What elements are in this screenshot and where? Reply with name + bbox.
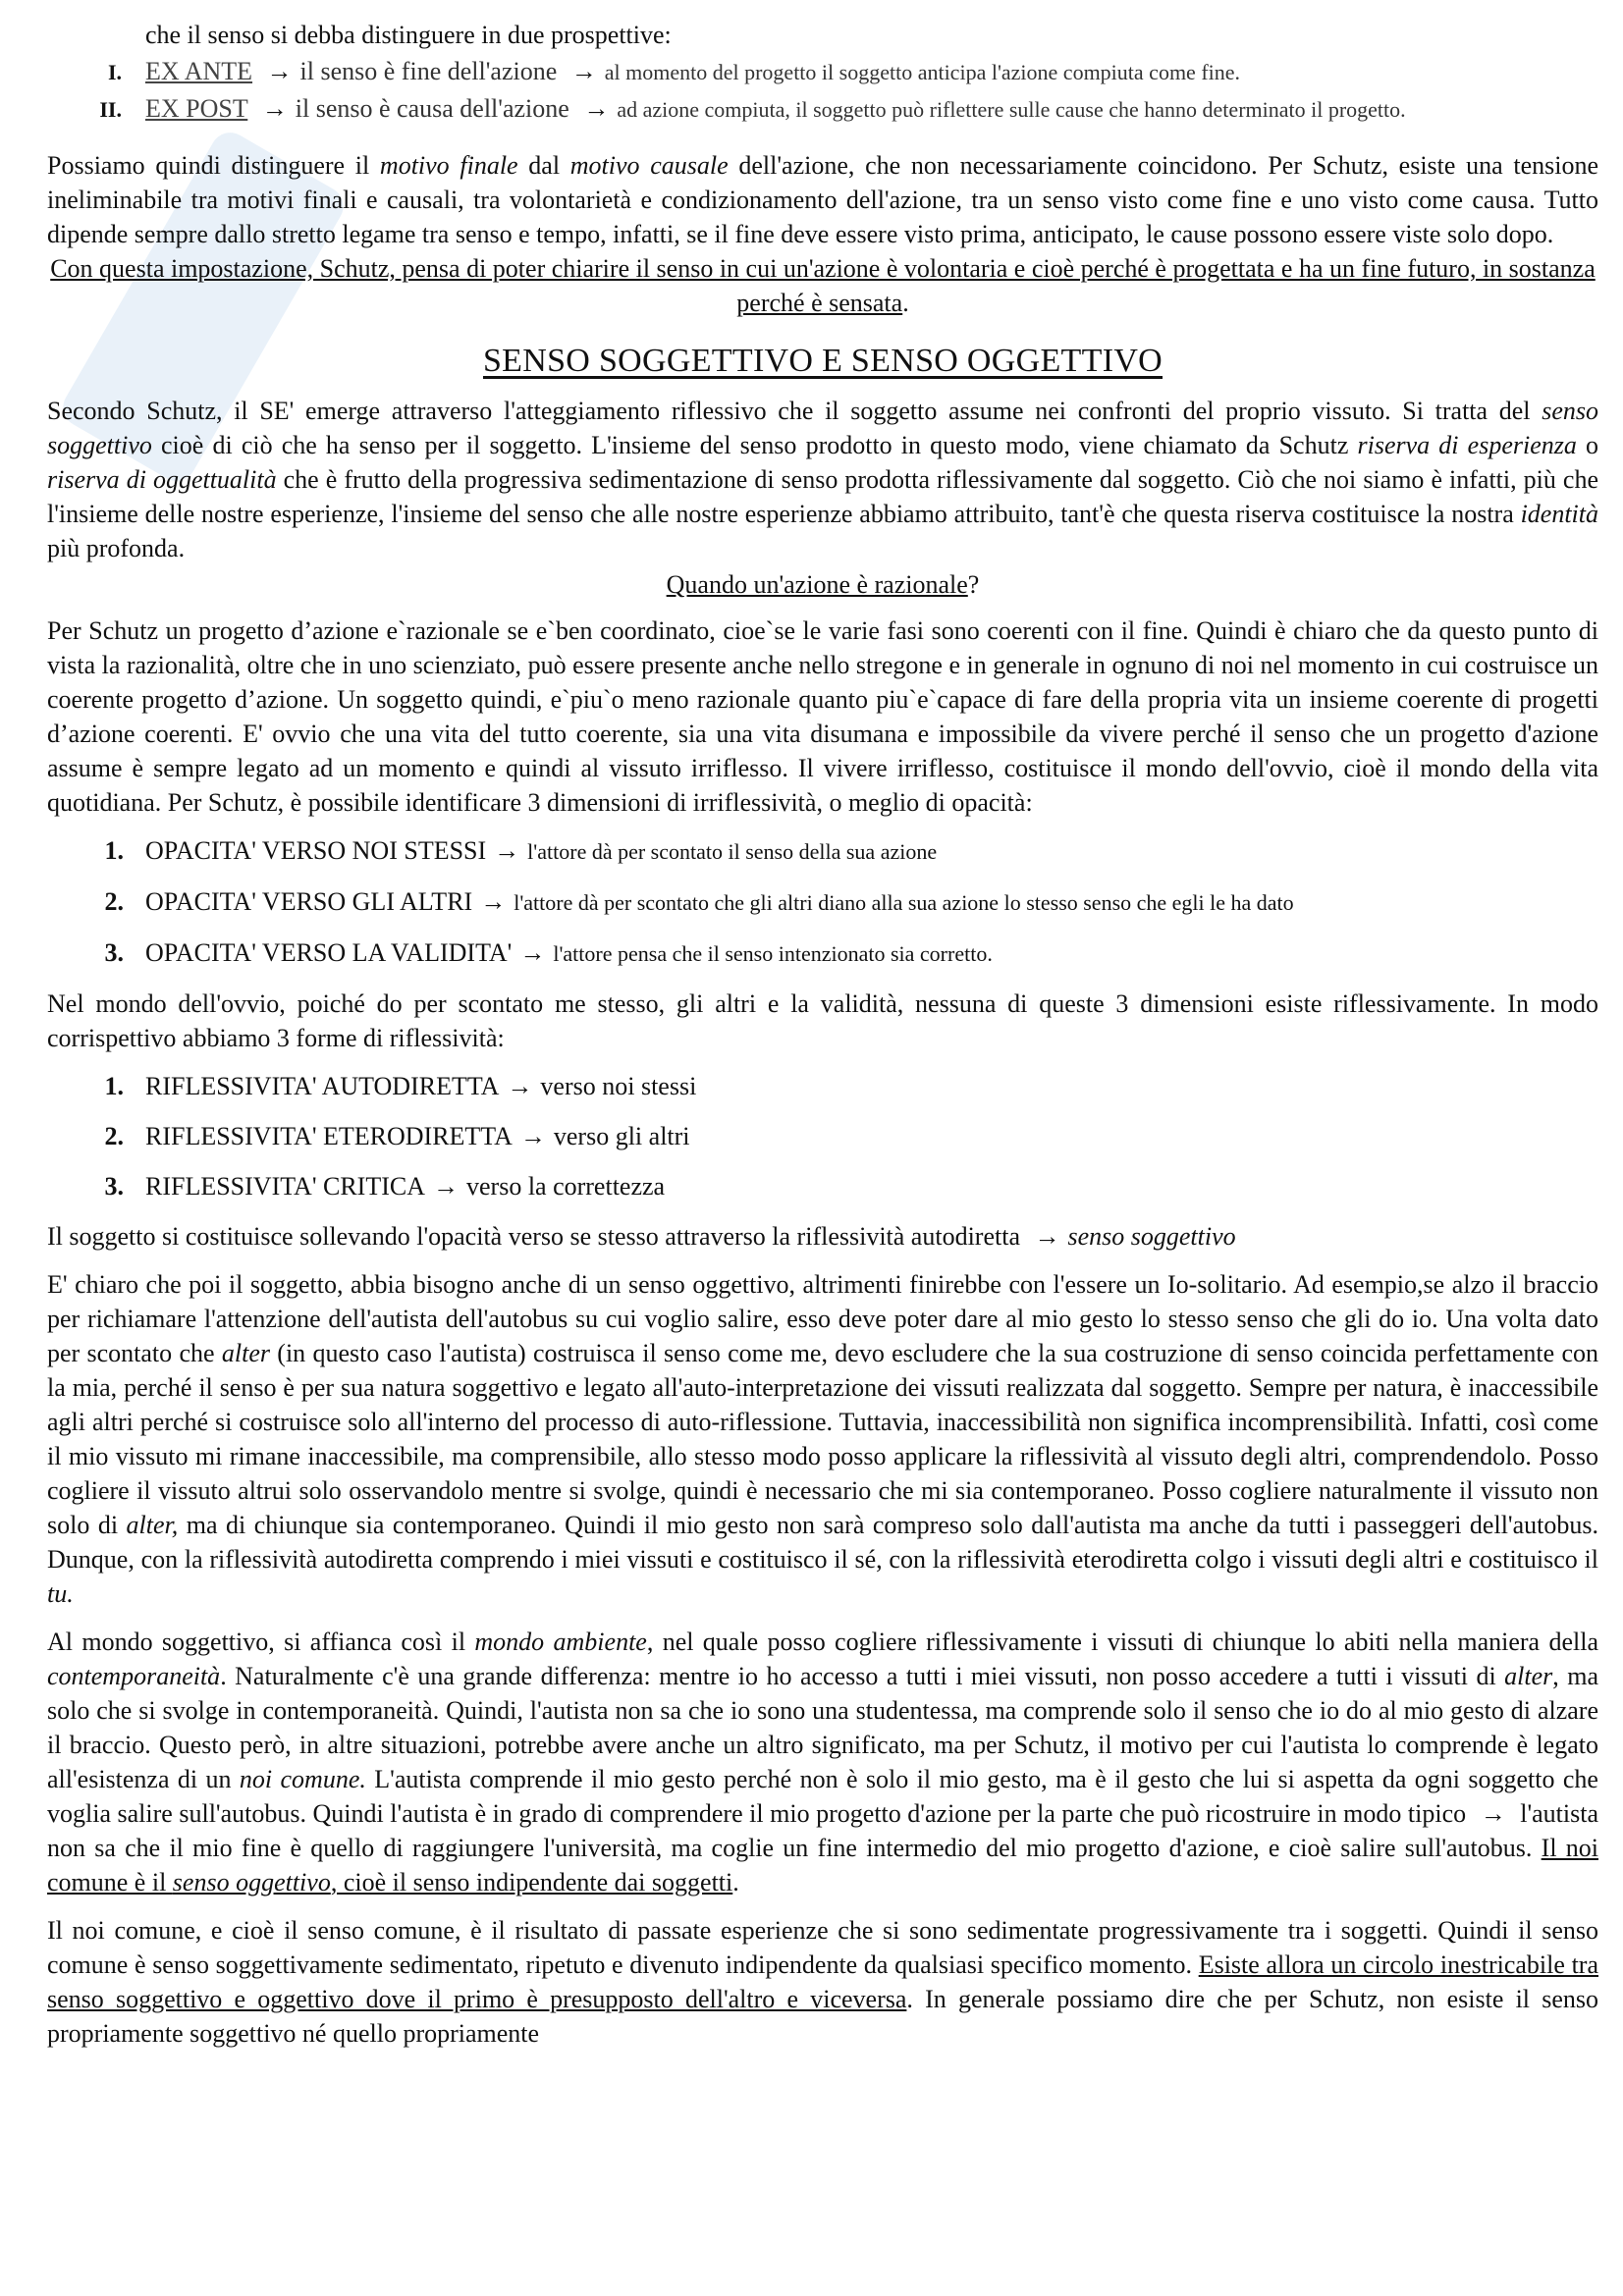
paragraph-mondo-ovvio: Nel mondo dell'ovvio, poiché do per scontato me stesso, gli altri e la validità, nessuna di queste 3 dimensioni esiste riflessivamente. In modo corrispettivo abbiamo 3 forme di riflessività:	[47, 989, 1598, 1052]
paragraph-motivi: Possiamo quindi distinguere il motivo finale dal motivo causale dell'azione, che non necessariamente coincidono. Per Schutz, esiste una tensione ineliminabile tra motivi finali e causali, tra volontarietà e condizionamento dell'azione, tra un senso visto come fine e uno visto come causa. Tutto dipende sempre dallo stretto legame tra senso e tempo, infatti, se il fine deve essere visto prima, anticipato, le cause possono essere viste solo dopo.	[47, 151, 1599, 248]
arrow-icon: →	[583, 94, 610, 123]
term-motivo-causale: motivo causale	[569, 151, 729, 180]
subheading-razionale: Quando un'azione è razionale?	[666, 570, 980, 599]
paragraph-senso-soggettivo-summary: Il soggetto si costituisce sollevando l'opacità verso se stesso attraverso la riflessività autodiretta → senso soggettivo	[47, 1222, 1236, 1251]
intro-line: che il senso si debba distinguere in due prospettive:	[145, 21, 672, 49]
arrow-icon: →	[261, 94, 288, 123]
arrow-icon: →	[570, 57, 597, 85]
arrow-icon: →	[519, 938, 546, 967]
list-item: 2. RIFLESSIVITA' ETERODIRETTA → verso gli altri	[104, 1122, 690, 1150]
term-ex-post: EX POST	[145, 94, 248, 123]
list-item: 3. RIFLESSIVITA' CRITICA → verso la correttezza	[104, 1172, 666, 1201]
perspective-desc: il senso è causa dell'azione	[295, 94, 569, 123]
paragraph-senso-soggettivo: Secondo Schutz, il SE' emerge attraverso l'atteggiamento riflessivo che il soggetto assume nei confronti del proprio vissuto. Si tratta del senso soggettivo cioè di ciò che ha senso per il soggetto. L'insieme del senso prodotto in questo modo, viene chiamato da Schutz riserva di esperienza o riserva di oggettualità che è frutto della progressiva sedimentazione di senso prodotta riflessivamente dal soggetto. Ciò che noi siamo è infatti, più che l'insieme delle nostre esperienze, l'insieme del senso che alle nostre esperienze abbiamo attribuito, tant'è che questa riserva costituisce la nostra identità più profonda.	[47, 397, 1598, 562]
arrow-icon: →	[519, 1122, 546, 1150]
arrow-icon: →	[1034, 1222, 1060, 1251]
arrow-icon: →	[494, 836, 520, 865]
perspective-note: ad azione compiuta, il soggetto può riflettere sulle cause che hanno determinato il progetto.	[617, 97, 1406, 122]
term-motivo-finale: motivo finale	[379, 151, 518, 180]
paragraph-razionalita: Per Schutz un progetto d’azione e`razionale se e`ben coordinato, cioe`se le varie fasi sono coerenti con il fine. Quindi è chiaro che da questo punto di vista la razionalità, oltre che in uno scienziato, può essere presente anche nello stregone e in generale in ognuno di noi nel momento in cui costruisce un coerente progetto d’azione. Un soggetto quindi, e`piu`o meno razionale quanto piu`e`capace di fare della propria vita un insieme coerente di progetti d’azione coerenti. E' ovvio che una vita del tutto coerente, sia una vita disumana e impossibile da vivere perché il senso che un progetto d'azione assume è sempre legato ad un momento e quindi al vissuto irriflesso. Il vivere irriflesso, costituisce il mondo dell'ovvio, cioè il mondo della vita quotidiana. Per Schutz, è possibile identificare 3 dimensioni di irriflessività, o meglio di opacità:	[47, 616, 1598, 817]
term-ex-ante: EX ANTE	[145, 57, 253, 85]
paragraph-mondo-ambiente: Al mondo soggettivo, si affianca così il mondo ambiente, nel quale posso cogliere riflessivamente i vissuti di chiunque lo abiti nella maniera della contemporaneità. Naturalmente c'è una grande differenza: mentre io ho accesso a tutti i miei vissuti, non posso accedere a tutti i vissuti di alter, ma solo che si svolge in contemporaneità. Quindi, l'autista non sa che io sono una studentessa, ma comprende solo il senso che io do al mio gesto di alzare il braccio. Questo però, in altre situazioni, potrebbe avere anche un altro significato, ma per Schutz, il motivo per cui l'autista lo comprende è legato all'esistenza di un noi comune. L'autista comprende il mio gesto perché non è solo il mio gesto, ma è il gesto che lui si aspetta da ogni soggetto che voglia salire sull'autobus. Quindi l'autista è in grado di comprendere il mio progetto d'azione per la parte che può ricostruire in modo tipico → l'autista non sa che il mio fine è quello di raggiungere l'università, ma coglie un fine intermedio del mio progetto d'azione, e cioè salire sull'autobus. Il noi comune è il senso oggettivo, cioè il senso indipendente dai soggetti.	[47, 1628, 1599, 1896]
section-title: SENSO SOGGETTIVO E SENSO OGGETTIVO	[482, 343, 1163, 379]
paragraph-noi-comune: Il noi comune, e cioè il senso comune, è il risultato di passate esperienze che si sono sedimentate progressivamente tra i soggetti. Quindi il senso comune è senso soggettivamente sedimentato, ripetuto e divenuto indipendente da qualsiasi specifico momento. Esiste allora un circolo inestricabile tra senso soggettivo e oggettivo dove il primo è presupposto dell'altro e viceversa. In generale possiamo dire che per Schutz, non esiste il senso propriamente soggettivo né quello propriamente	[47, 1916, 1599, 2048]
list-item: 1. OPACITA' VERSO NOI STESSI → l'attore dà per scontato il senso della sua azione	[104, 836, 938, 865]
opacity-list	[47, 833, 1598, 971]
list-item: 2. OPACITA' VERSO GLI ALTRI → l'attore dà per scontato che gli altri diano alla sua azione lo stesso senso che egli le ha dato	[104, 887, 1294, 916]
arrow-icon: →	[433, 1172, 459, 1201]
list-number: II.	[99, 97, 122, 122]
perspective-desc: il senso è fine dell'azione	[299, 57, 558, 85]
paragraph-senso-oggettivo: E' chiaro che poi il soggetto, abbia bisogno anche di un senso oggettivo, altrimenti finirebbe con l'essere un Io-solitario. Ad esempio,se alzo il braccio per richiamare l'attenzione dell'autista dell'autobus su cui voglio salire, esso deve poter dare al mio gesto lo stesso senso che gli do io. Una volta dato per scontato che alter (in questo caso l'autista) costruisca il senso come me, devo escludere che la sua costruzione di senso coincida perfettamente con la mia, perché il senso è per sua natura soggettivo e legato all'auto-interpretazione dei vissuti realizzata dal soggetto. Sempre per natura, è inaccessibile agli altri perché si costruisce solo all'interno del processo di auto-riflessione. Tuttavia, inaccessibilità non significa incomprensibilità. Infatti, così come il mio vissuto mi rimane inaccessibile, ma comprensibile, allo stesso modo posso applicare la riflessività al vissuto degli altri, comprendendolo. Posso cogliere il vissuto altrui solo osservandolo mentre si svolge, quindi è necessario che mi sia contemporaneo. Posso cogliere naturalmente il vissuto non solo di alter, ma di chiunque sia contemporaneo. Quindi il mio gesto non sarà compreso solo dall'autista ma anche da tutti i passeggeri dell'autobus. Dunque, con la riflessività autodiretta comprendo i miei vissuti e costituisco il sé, con la riflessività eterodiretta colgo i vissuti degli altri e costituisco il tu.	[47, 1270, 1598, 1608]
list-item: 3. OPACITA' VERSO LA VALIDITA' → l'attore pensa che il senso intenzionato sia corretto.	[104, 938, 993, 967]
list-item	[47, 91, 1598, 127]
list-item: 1. RIFLESSIVITA' AUTODIRETTA → verso noi stessi	[104, 1072, 697, 1100]
arrow-icon: →	[1480, 1799, 1506, 1828]
arrow-icon: →	[480, 887, 507, 916]
perspectives-list	[47, 54, 1598, 127]
arrow-icon: →	[507, 1072, 533, 1100]
arrow-icon: →	[266, 57, 293, 85]
list-item	[47, 54, 1598, 89]
paragraph-schutz-conclusion: Con questa impostazione, Schutz, pensa di poter chiarire il senso in cui un'azione è volontaria e cioè perché è progettata e ha un fine futuro, in sostanza perché è sensata.	[50, 254, 1596, 317]
list-number: I.	[107, 60, 122, 84]
document-page	[47, 18, 1598, 2064]
reflexivity-list	[47, 1069, 1598, 1203]
perspective-note: al momento del progetto il soggetto anticipa l'azione compiuta come fine.	[604, 60, 1241, 84]
